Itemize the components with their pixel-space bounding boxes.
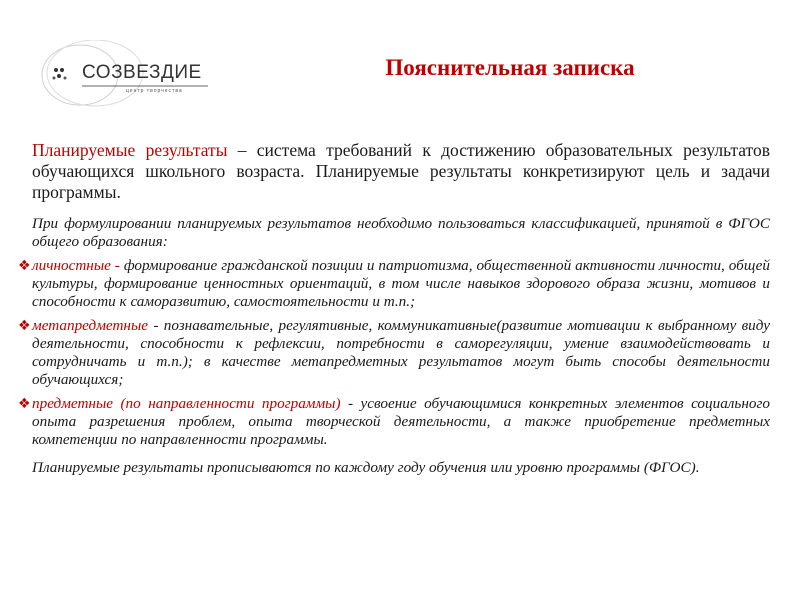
bullet-term: предметные (по направленности программы) — [32, 395, 341, 412]
intro-text: – система требований к достижению образовательных результатов обучающихся школьного возраста. Планируемые результаты конкретизируют цель и задачи программы. — [32, 140, 770, 202]
logo-subtitle: центр творчества — [126, 88, 183, 94]
bullet-term: личностные - — [32, 257, 124, 274]
bullet-text: - усвоение обучающимися конкретных элементов социального опыта разрешения проблем, опыта творческой деятельности, а также приобретение предметных компетенции по направленности программы. — [32, 395, 770, 448]
logo — [40, 40, 220, 110]
page-title: Пояснительная записка — [385, 55, 635, 80]
diamond-flower-icon: ❖ — [18, 258, 31, 274]
bullet-text: - познавательные, регулятивные, коммуникативные(развитие мотивации к выбранному виду деятельности, способности к рефлексии, потребности в саморегуляции, умение взаимодействовать и сотрудничать и т.п.); в качестве метапредметных результатов могут быть способы деятельности обучающихся; — [32, 317, 770, 388]
intro-paragraph — [32, 140, 770, 203]
bullet-item-metasubject — [18, 317, 770, 389]
closing-paragraph: Планируемые результаты прописываются по каждому году обучения или уровню программы (ФГОС). — [32, 459, 700, 476]
bullet-text: формирование гражданской позиции и патриотизма, общественной активности личности, общей культуры, формирование ценностных ориентаций, в том числе навыков здорового образа жизни, мотивов и способности к саморазвитию, самостоятельности и т.п.; — [32, 257, 770, 310]
logo-name: СОЗВЕЗДИЕ — [82, 62, 202, 83]
bullet-term: метапредметные — [32, 317, 148, 334]
diamond-flower-icon: ❖ — [18, 396, 31, 412]
main-content — [18, 140, 770, 477]
intro-term: Планируемые результаты — [32, 140, 228, 160]
diamond-flower-icon: ❖ — [18, 318, 31, 334]
classification-paragraph: При формулировании планируемых результатов необходимо пользоваться классификацией, принятой в ФГОС общего образования: — [32, 215, 770, 250]
bullet-item-personal — [18, 257, 770, 311]
bullet-item-subject — [18, 395, 770, 449]
